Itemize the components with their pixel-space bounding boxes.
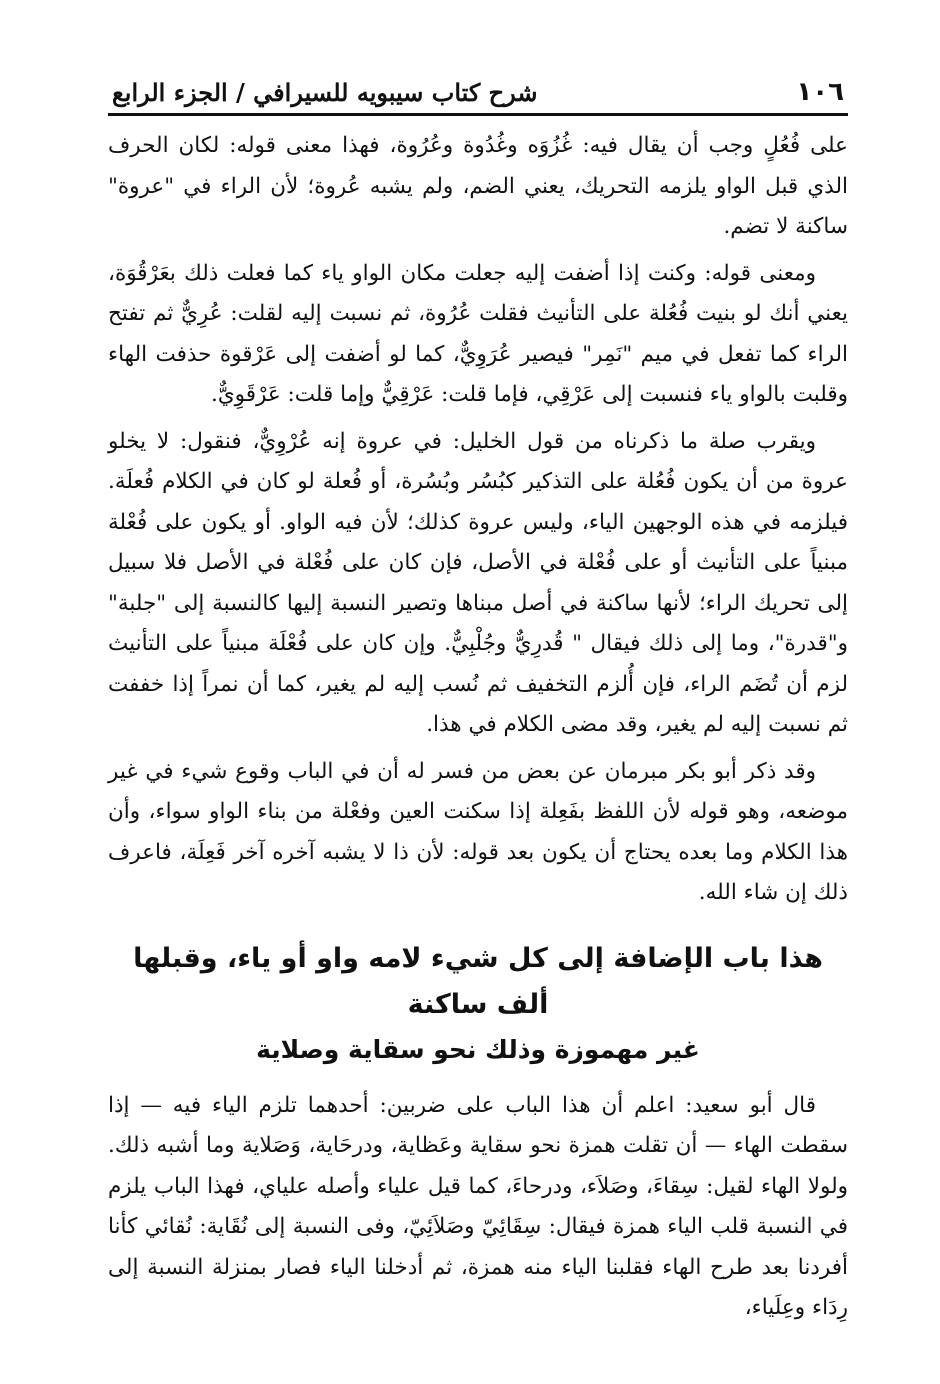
paragraph-4: وقد ذكر أبو بكر مبرمان عن بعض من فسر له أن في الباب وقوع شيء في غير موضعه، وهو قوله لأن اللفظ بفَعِلة إذا سكنت العين وفعْلة من بناء الواو سواء، وأن هذا الكلام وما بعده يحتاج أن يكون بعد قوله: لأن ذا لا يشبه آخره آخر فَعِلَة، فاعرف ذلك إن شاء الله. <box>108 758 848 905</box>
chapter-heading-line-2: غير مهموزة وذلك نحو سقاية وصلاية <box>256 1034 700 1064</box>
paragraph-3: ويقرب صلة ما ذكرناه من قول الخليل: في عروة إنه عُرْوِيٌّ، فنقول: لا يخلو عروة من أن يكون فُعُلة على التذكير كبُسُر وبُسُرة، أو فُعلة لو كان في الكلام فُعلَة. فيلزمه في هذه الوجهين الياء، وليس عروة كذلك؛ لأن فيه الواو. أو يكون على فُعْلة مبنياً على التأنيث أو على فُعْلة في الأصل، فإن كان على فُعْلة في الأصل فلا سبيل إلى تحريك الراء؛ لأنها ساكنة في أصل مبناها وتصير النسبة إليها كالنسبة إلى "جلبة" و"قدرة"، وما إلى ذلك فيقال " قُدرِيٌّ وجُلْبِيٌّ. وإن كان على فُعْلَة مبنياً على التأنيث لزم أن تُضَم الراء، فإن أُلزم التخفيف ثم نُسب إليه لم يغير، كما أن نمراً إذا خففت ثم نسبت إليه لم يغير، وقد مضى الكلام في هذا. <box>108 428 848 737</box>
chapter-paragraph-1: قال أبو سعيد: اعلم أن هذا الباب على ضربين: أحدهما تلزم الياء فيه — إذا سقطت الهاء — أن تقلت همزة نحو سقاية وعَظاية، ودرحَاية، وَصَلاية وما أشبه ذلك. ولولا الهاء لقيل: سِقاءَ، وصَلاَء، ودرحاءَ، كما قيل علياء وأصله علياي، فهذا الباب يلزم في النسبة قلب الياء همزة فيقال: سِقَائِيّ وصَلاَئِيّ، وفى النسبة إلى نُقَاية: نُقائي كأنا أفردنا بعد طرح الهاء فقلبنا الياء منه همزة، ثم أدخلنا الياء فصار بمنزلة النسبة إلى رِدَاء وعِلَياء، <box>108 1092 848 1320</box>
paragraph-1: على فُعُلٍ وجب أن يقال فيه: غُزُوَه وغُدُوة وعُرُوة، فهذا معنى قوله: لكان الحرف الذي قبل الواو يلزمه التحريك، يعني الضم، ولم يشبه عُروة؛ لأن الراء في "عروة" ساكنة لا تضم. <box>108 133 848 239</box>
chapter-text <box>108 1086 848 1329</box>
paragraph-2: ومعنى قوله: وكنت إذا أضفت إليه جعلت مكان الواو ياء كما فعلت ذلك بعَرْقُوَة، يعني أنك لو بنيت فُعُلة على التأنيث فقلت عُرُوة، ثم نسبت إليه لقلت: عُرِيٌّ ثم تفتح الراء كما تفعل في ميم "نَمِر" فيصير عُرَوِيٌّ، كما لو أضفت إلى عَرْقوة حذفت الهاء وقلبت بالواو ياء فنسبت إلى عَرْقِي، فإما قلت: عَرْقِيٌّ وإما قلت: عَرْقَوِيٌّ. <box>108 260 848 407</box>
main-text <box>108 126 848 914</box>
chapter-heading-line-1: هذا باب الإضافة إلى كل شيء لامه واو أو ياء، وقبلها ألف ساكنة <box>133 942 823 1020</box>
running-title: شرح كتاب سيبويه للسيرافي / الجزء الرابع <box>112 78 538 107</box>
page-number: ١٠٦ <box>796 77 844 107</box>
running-header <box>108 72 848 116</box>
chapter-heading <box>108 936 848 1072</box>
